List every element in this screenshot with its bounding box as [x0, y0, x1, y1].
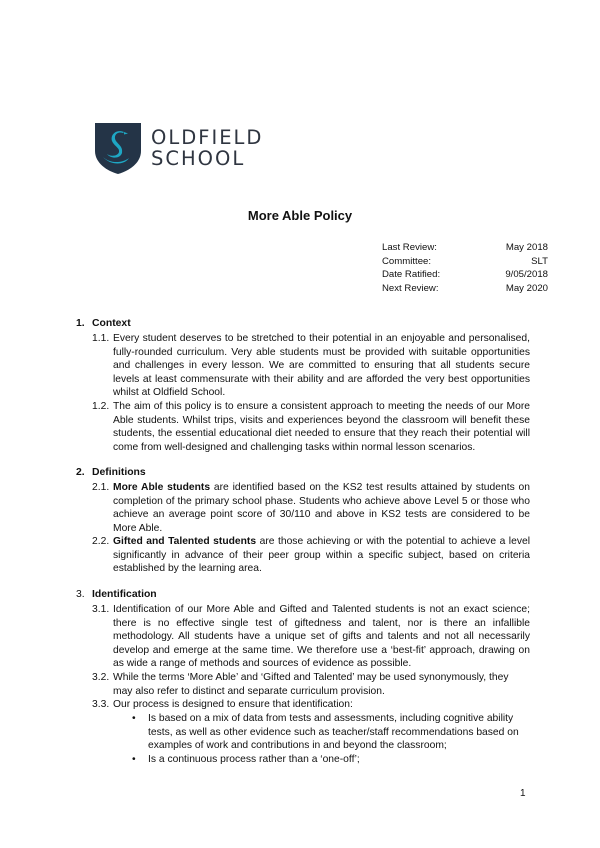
- meta-label: Next Review:: [382, 282, 439, 294]
- clause-text: The aim of this policy is to ensure a consistent approach to meeting the needs of our More Able students. Whilst trips, visits and experiences beyond the classroom will benefit these students, the essential educational diet needed to ensure that they reach their potential will come from well-designed and challenging tasks within normal lesson scenarios.: [113, 401, 530, 453]
- clause-text: [113, 481, 530, 535]
- section-title: Definitions: [92, 467, 146, 478]
- school-name-line1: OLDFIELD: [151, 126, 264, 149]
- bullet-item: [132, 712, 532, 753]
- bullet-item: [132, 753, 532, 767]
- school-name-line2: SCHOOL: [151, 147, 246, 170]
- clause-number: 1.1.: [92, 333, 110, 344]
- section-number: 1.: [76, 318, 85, 329]
- meta-row-date-ratified: [382, 268, 548, 282]
- clause-2-1: [92, 481, 530, 535]
- section-number: 3.: [76, 589, 85, 600]
- clause-number: 3.2.: [92, 672, 110, 683]
- meta-value: May 2020: [505, 282, 548, 294]
- section-title: Identification: [92, 589, 157, 600]
- clause-number: 2.1.: [92, 482, 110, 493]
- policy-title: More Able Policy: [247, 208, 353, 223]
- page-number: 1: [520, 788, 526, 799]
- section-heading-identification: [76, 589, 157, 600]
- clause-1-1: [92, 332, 530, 400]
- clause-3-2: [92, 671, 530, 698]
- section-number: 2.: [76, 467, 85, 478]
- definition-text: are identified based on the KS2 test results attained by students on completion of the primary school phase. Students who achieve above Level 5 or those who achieve an average point score of 30/110 and above in KS2 tests are considered to be More Able.: [113, 482, 530, 534]
- clause-number: 3.1.: [92, 604, 110, 615]
- defined-term: Gifted and Talented students: [113, 536, 257, 547]
- school-logo: [93, 121, 263, 175]
- clause-text: Our process is designed to ensure that identification:: [113, 699, 353, 710]
- clause-3-1: [92, 603, 530, 671]
- clause-text: While the terms ‘More Able’ and ‘Gifted and Talented’ may be used synonymously, they may also refer to distinct and separate curriculum provision.: [113, 672, 509, 697]
- section-title: Context: [92, 318, 131, 329]
- swan-crest-icon: [93, 121, 143, 175]
- meta-row-next-review: [382, 282, 548, 296]
- meta-label: Committee:: [382, 255, 432, 267]
- meta-value: SLT: [531, 255, 548, 267]
- bullet-text: Is a continuous process rather than a ‘one-off’;: [148, 754, 360, 765]
- clause-text: Every student deserves to be stretched to their potential in an enjoyable and personalised, fully-rounded curriculum. Very able students must be provided with suitable opportunities and challenges in every lesson. We are committed to ensuring that all students secure levels at least commensurate with their ability and are afforded the very best opportunities whilst at Oldfield School.: [113, 333, 530, 399]
- review-metadata: [382, 241, 548, 295]
- section-heading-context: [76, 318, 131, 329]
- meta-label: Date Ratified:: [382, 269, 441, 281]
- bullet-icon: •: [132, 754, 136, 765]
- defined-term: More Able students: [113, 482, 211, 493]
- clause-number: 2.2.: [92, 536, 110, 547]
- bullet-icon: •: [132, 713, 136, 724]
- clause-1-2: [92, 400, 530, 454]
- clause-number: 1.2.: [92, 401, 110, 412]
- clause-text: [113, 535, 530, 576]
- bullet-text: Is based on a mix of data from tests and assessments, including cognitive ability tests, as well as other evidence such as teacher/staff recommendations based on examples of work and contributions in and beyond the classroom;: [148, 713, 519, 752]
- school-name: [151, 127, 263, 169]
- clause-2-2: [92, 535, 530, 576]
- meta-value: May 2018: [505, 242, 548, 253]
- clause-number: 3.3.: [92, 699, 110, 710]
- meta-row-committee: [382, 255, 548, 269]
- meta-value: 9/05/2018: [505, 269, 548, 281]
- clause-3-3: [92, 698, 530, 712]
- meta-row-last-review: [382, 241, 548, 255]
- clause-text: Identification of our More Able and Gifted and Talented students is not an exact science; there is no effective single test of giftedness and talent, nor is there an infallible methodology. All students have a unique set of gifts and talents and not all necessarily develop and emerge at the same time. We therefore use a ‘best-fit’ approach, drawing on as wide a range of methods and sources of evidence as possible.: [113, 604, 530, 670]
- section-heading-definitions: [76, 467, 146, 478]
- definition-text: are those achieving or with the potential to achieve a level significantly in advance of their peer group within a specific subject, based on criteria established by the learning area.: [113, 536, 530, 575]
- meta-label: Last Review:: [382, 242, 437, 253]
